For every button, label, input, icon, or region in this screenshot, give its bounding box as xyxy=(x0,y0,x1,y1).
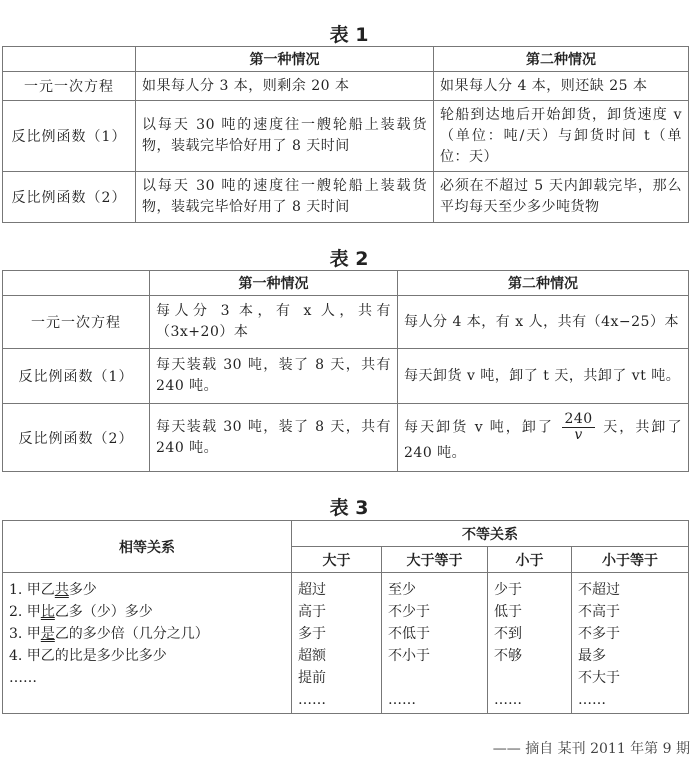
table1-header-case1: 第一种情况 xyxy=(136,47,434,72)
list-item: …… xyxy=(9,670,37,686)
table2-cell: 每人分 3 本，有 x 人，共有（3x+20）本 xyxy=(150,296,398,349)
list-item: 最多 xyxy=(578,648,606,664)
table1-cell: 以每天 30 吨的速度往一艘轮船上装载货物，装载完毕恰好用了 8 天时间 xyxy=(136,172,434,223)
list-item: 少于 xyxy=(494,582,522,598)
list-item: 不高于 xyxy=(578,604,620,620)
list-item: 2. 甲比乙多（少）多少 xyxy=(9,604,153,620)
table2 xyxy=(2,270,689,472)
fraction-denominator: v xyxy=(574,426,583,443)
list-item: 不大于 xyxy=(578,670,620,686)
table2-cell-fraction xyxy=(398,404,689,472)
table3-subheader-less: 小于 xyxy=(488,547,572,573)
table1-caption: 表 1 xyxy=(329,24,369,46)
list-item: …… xyxy=(388,692,416,708)
list-item: 提前 xyxy=(298,670,326,686)
table1-cell: 必须在不超过 5 天内卸载完毕，那么平均每天至少多少吨货物 xyxy=(434,172,689,223)
fraction xyxy=(562,412,594,443)
list-item: 多于 xyxy=(298,626,326,642)
list-item: 高于 xyxy=(298,604,326,620)
table1-cell: 如果每人分 4 本，则还缺 25 本 xyxy=(434,72,689,101)
table2-header-case1: 第一种情况 xyxy=(150,271,398,296)
table1-row-label: 反比例函数（2） xyxy=(3,172,136,223)
page-footer: —— 摘自 某刊 2011 年第 9 期 xyxy=(492,741,690,757)
table3-equal-header: 相等关系 xyxy=(3,521,292,573)
table2-cell: 每人分 4 本，有 x 人，共有（4x−25）本 xyxy=(398,296,689,349)
list-item: 不低于 xyxy=(388,626,430,642)
table1-row-label: 反比例函数（1） xyxy=(3,101,136,172)
table2-header-case2: 第二种情况 xyxy=(398,271,689,296)
list-item: 至少 xyxy=(388,582,416,598)
table1-header-case2: 第二种情况 xyxy=(434,47,689,72)
table1-cell: 如果每人分 3 本，则剩余 20 本 xyxy=(136,72,434,101)
table2-row-label: 反比例函数（1） xyxy=(3,349,150,404)
table1-row-label: 一元一次方程 xyxy=(3,72,136,101)
table1-header-blank xyxy=(3,47,136,72)
fraction-text-before: 每天卸货 v 吨，卸了 xyxy=(404,419,554,435)
table1-cell: 轮船到达地后开始卸货，卸货速度 v（单位：吨/天）与卸货时间 t（单位：天） xyxy=(434,101,689,172)
table3-subheader-less-equal: 小于等于 xyxy=(572,547,689,573)
list-item: 超过 xyxy=(298,582,326,598)
table3 xyxy=(2,520,689,714)
table2-cell: 每天装载 30 吨，装了 8 天，共有 240 吨。 xyxy=(150,404,398,472)
greater-list xyxy=(292,573,382,714)
list-item: 不超过 xyxy=(578,582,620,598)
list-item: …… xyxy=(298,692,326,708)
list-item: 超额 xyxy=(298,648,326,664)
list-item: 4. 甲乙的比是多少比多少 xyxy=(9,648,167,664)
list-item: 1. 甲乙共多少 xyxy=(9,582,97,598)
list-item: 不少于 xyxy=(388,604,430,620)
table2-row-label: 一元一次方程 xyxy=(3,296,150,349)
list-item: 不小于 xyxy=(388,648,430,664)
equal-relations-list xyxy=(3,573,292,714)
table3-subheader-greater-equal: 大于等于 xyxy=(382,547,488,573)
less-list xyxy=(488,573,572,714)
table2-header-blank xyxy=(3,271,150,296)
table2-row-label: 反比例函数（2） xyxy=(3,404,150,472)
less-equal-list xyxy=(572,573,689,714)
table3-caption: 表 3 xyxy=(329,497,369,519)
table2-cell: 每天装载 30 吨，装了 8 天，共有 240 吨。 xyxy=(150,349,398,404)
fraction-text-after: 天，共卸了 240 吨。 xyxy=(404,419,682,461)
list-item: 不够 xyxy=(494,648,522,664)
table3-inequal-header: 不等关系 xyxy=(292,521,689,547)
fraction-numerator: 240 xyxy=(564,410,593,427)
table2-cell: 每天卸货 v 吨，卸了 t 天，共卸了 vt 吨。 xyxy=(398,349,689,404)
list-item: …… xyxy=(494,692,522,708)
list-item: …… xyxy=(578,692,606,708)
list-item: 低于 xyxy=(494,604,522,620)
list-item: 3. 甲是乙的多少倍（几分之几） xyxy=(9,626,209,642)
list-item: 不到 xyxy=(494,626,522,642)
table2-caption: 表 2 xyxy=(329,248,369,270)
greater-equal-list xyxy=(382,573,488,714)
table1-cell: 以每天 30 吨的速度往一艘轮船上装载货物，装载完毕恰好用了 8 天时间 xyxy=(136,101,434,172)
list-item: 不多于 xyxy=(578,626,620,642)
table3-subheader-greater: 大于 xyxy=(292,547,382,573)
table1 xyxy=(2,46,689,223)
